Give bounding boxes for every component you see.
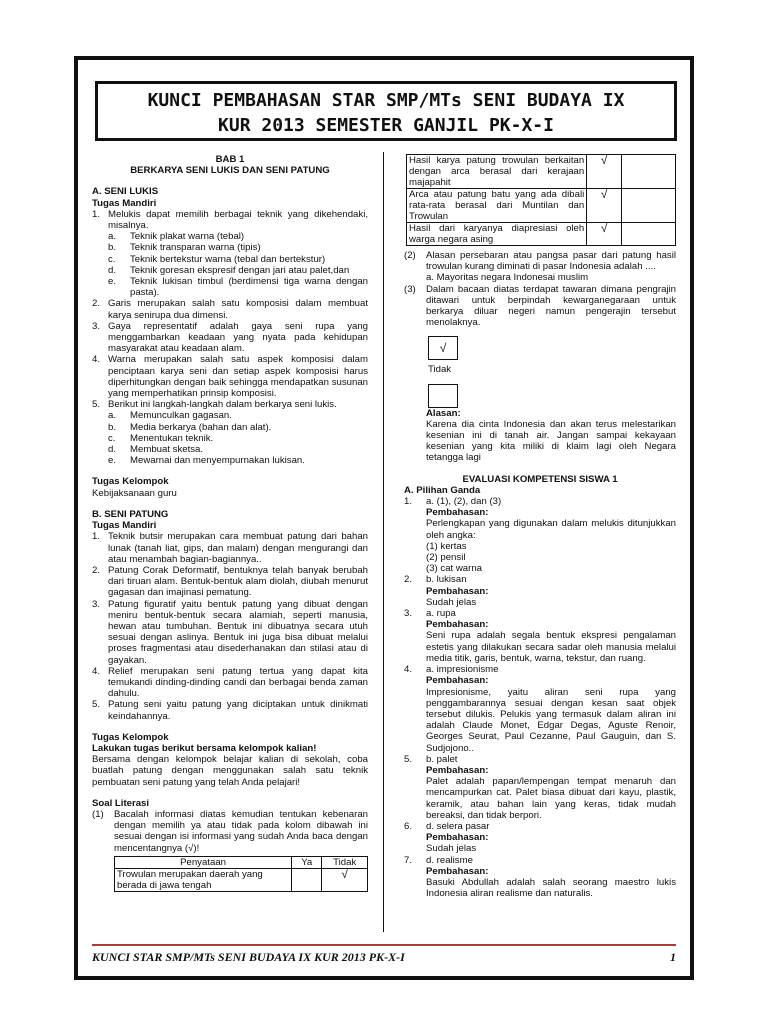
list-item: 4. Warna merupakan salah satu aspek komposisi dalam penciptaan karya seni dan setiap aspek komposisi harus diperhitungkan dengan baik sehingga mendapatkan susunan yang memperhatikan prinsip komposisi.: [92, 354, 368, 400]
list-subitem: e. Teknik lukisan timbul (berdimensi tiga warna dengan pasta).: [108, 276, 368, 299]
footer-text: KUNCI STAR SMP/MTs SENI BUDAYA IX KUR 2013 PK-X-I: [92, 950, 405, 964]
list-item: (1) Bacalah informasi diatas kemudian tentukan kebenaran dengan memilih ya atau tidak pada kolom dibawah ini sesuai dengan isi informasi yang sudah Anda baca dengan mencentangnya (√)!: [92, 808, 368, 854]
list-subitem: c. Menentukan teknik.: [108, 432, 214, 444]
eval-title: EVALUASI KOMPETENSI SISWA 1: [462, 473, 618, 485]
list-item: 3. Patung figuratif yaitu bentuk patung yang dibuat dengan meniru bentuk-bentuk secara alamiah, seperti manusia, hewan atau tumbuhan. Bentuk ini dibuatnya secara utuh sesuai dengan aslinya. Bentuk ini juga bisa dibuat melalui proses fragmentasi atau disederhanakan dan stilasi atau di gayakan.: [92, 598, 368, 666]
pembahasan-label: Pembahasan:: [426, 585, 489, 597]
list-item: 4. Relief merupakan seni patung tertua yang dapat kita temukandi dinding-dinding candi dan berbagai benda zaman dahulu.: [92, 665, 368, 700]
list-subitem: a. Teknik plakat warna (tebal): [108, 231, 245, 243]
pembahasan-text: Sudah jelas: [426, 596, 477, 608]
answer-text: a. Mayoritas negara Indonesai muslim: [426, 272, 589, 284]
left-column: [92, 154, 368, 892]
pembahasan-text: Basuki Abdullah adalah salah seorang maestro lukis Indonesia aliran realisme dan naturalis.: [426, 876, 676, 900]
pembahasan-text: Seni rupa adalah segala bentuk ekspresi pengalaman estetis yang dilakukan secara sadar oleh manusia melalui media titik, garis, bentuk, warna, tekstur, dan ruang.: [426, 630, 676, 664]
section-b-title: B. SENI PATUNG: [92, 508, 169, 520]
list-subitem: d. Membuat sketsa.: [108, 444, 204, 456]
section-a-tugas-kelompok: Tugas Kelompok: [92, 476, 169, 488]
answer-item: 6. d. selera pasar: [404, 820, 490, 832]
checked-box: √: [428, 336, 458, 360]
pembahasan-list-item: (2) pensil: [426, 552, 466, 564]
alasan-label: Alasan:: [426, 407, 461, 419]
alasan-text: Karena dia cinta Indonesia dan akan terus melestarikan kesenian ini di tanah air. Jangan sampai kekayaan kesenian yang kita miliki di klaim lagi oleh Negara tetangga lagi: [426, 418, 676, 464]
pembahasan-text: Palet adalah papan/lempengan tempat menaruh dan mencampurkan cat. Palet biasa dibuat dari kayu, plastik, keramik, atau bahan lain yang keras, tidak mudah bereaksi, dan tidak berpori.: [426, 776, 676, 821]
answer-item: 4. a. impresionisme: [404, 664, 499, 676]
pembahasan-label: Pembahasan:: [426, 675, 489, 687]
table-row: Hasil karya patung trowulan berkaitan dengan arca berasal dari kerajaan majapahit √: [407, 155, 676, 189]
list-item: 5. Berikut ini langkah-langkah dalam berkarya seni lukis.: [92, 399, 337, 411]
list-item: (2) Alasan persebaran atau pangsa pasar dari patung hasil trowulan kurang diminati di pasar Indonesia adalah ....: [404, 250, 676, 273]
bab-title: BERKARYA SENI LUKIS DAN SENI PATUNG: [130, 165, 330, 177]
empty-box: [428, 384, 458, 408]
eval-section-a: A. Pilihan Ganda: [404, 484, 481, 496]
pembahasan-label: Pembahasan:: [426, 832, 489, 844]
section-a-tugas-mandiri: Tugas Mandiri: [92, 197, 157, 209]
page-title-line2: KUR 2013 SEMESTER GANJIL PK-X-I: [218, 115, 554, 136]
column-divider: [383, 152, 384, 932]
pembahasan-label: Pembahasan:: [426, 619, 489, 631]
bab-number: BAB 1: [215, 154, 245, 165]
list-item: 3. Gaya representatif adalah gaya seni rupa yang menggambarkan keadaan yang nyata pada kehidupan masyarakat atau keadaan alam.: [92, 320, 368, 355]
page-title-box: [95, 81, 677, 141]
pembahasan-label: Pembahasan:: [426, 865, 489, 877]
list-item: 1. Melukis dapat memilih berbagai teknik yang dikehendaki, misalnya.: [92, 208, 368, 232]
table-header: Ya: [292, 856, 322, 868]
answer-item: 5. b. palet: [404, 753, 458, 765]
list-item: (3) Dalam bacaan diatas terdapat tawaran dimana pengrajin ditawari untuk berpindah kewarganegaraan untuk berkarya diluar negeri namun pengerajin tersebut menolaknya.: [404, 283, 676, 329]
list-subitem: e. Mewarnai dan menyempurnakan lukisan.: [108, 455, 305, 467]
footer: [92, 950, 676, 965]
answer-item: 1. a. (1), (2), dan (3): [404, 496, 502, 508]
answer-item: 3. a. rupa: [404, 608, 456, 620]
answer-item: 7. d. realisme: [404, 854, 473, 866]
table-row: Hasil dari karyanya diapresiasi oleh warga negara asing √: [407, 223, 676, 246]
section-a-title: A. SENI LUKIS: [92, 186, 159, 198]
pembahasan-text: Impresionisme, yaitu aliran seni rupa yang penggambarannya sesuai dengan kesan saat objek tersebut dilukis. Pelukis yang termasuk dalam aliran ini adalah Claude Monet, Edgar Degas, Aguste Renoir, Georges Seurat, Paul Cezanne, Paul Gauguin, dan S. Sudjojono..: [426, 686, 676, 754]
table-row: Trowulan merupakan daerah yang berada di jawa tengah √: [115, 868, 368, 891]
pembahasan-text: Sudah jelas: [426, 843, 477, 855]
pembahasan-list-item: (1) kertas: [426, 540, 467, 552]
section-b-tugas-kelompok-text: Bersama dengan kelompok belajar kalian di sekolah, coba buatlah patung dengan menggunakan salah satu teknik pembuatan seni patung yang telah Anda pelajari!: [92, 754, 368, 788]
section-a-tugas-kelompok-text: Kebijaksanaan guru: [92, 487, 177, 499]
list-item: 5. Patung seni yaitu patung yang diciptakan untuk dinikmati keindahannya.: [92, 699, 368, 722]
table-header: Tidak: [322, 856, 368, 868]
list-subitem: b. Media berkarya (bahan dan alat).: [108, 421, 272, 433]
statement-table-continued: [406, 154, 676, 246]
list-item: 1. Teknik butsir merupakan cara membuat patung dari bahan lunak (tanah liat, gips, dan malam) dengan mengurangi dan atau menambah bagian-bagiannya..: [92, 531, 368, 565]
pembahasan-text: Perlengkapan yang digunakan dalam melukis ditunjukkan oleh angka:: [426, 518, 676, 541]
list-subitem: b. Teknik transparan warna (tipis): [108, 242, 261, 254]
page-number: 1: [670, 950, 676, 964]
list-item: 2. Patung Corak Deformatif, bentuknya telah banyak berubah dari tiruan alam. Bentuk-bentuk alam diolah, diubah menurut gagasan dan imajinasi pematung.: [92, 564, 368, 599]
tidak-label: Tidak: [428, 364, 452, 376]
list-subitem: a. Memunculkan gagasan.: [108, 410, 232, 422]
statement-table: [114, 856, 368, 892]
list-item: 2. Garis merupakan salah satu komposisi dalam membuat karya senirupa dua dimensi.: [92, 298, 368, 321]
footer-divider: [92, 944, 676, 946]
table-row: Arca atau patung batu yang ada dibali rata-rata berasal dari Muntilan dan Trowulan √: [407, 189, 676, 223]
section-b-tugas-kelompok: Tugas Kelompok: [92, 731, 169, 743]
answer-item: 2. b. lukisan: [404, 574, 467, 586]
section-b-tugas-kelompok-sub: Lakukan tugas berikut bersama kelompok kalian!: [92, 742, 317, 754]
table-header: Penyataan: [115, 856, 292, 868]
answer-list: [404, 496, 676, 899]
pembahasan-list-item: (3) cat warna: [426, 563, 482, 575]
pembahasan-label: Pembahasan:: [426, 507, 489, 519]
soal-literasi-title: Soal Literasi: [92, 797, 150, 809]
list-subitem: d. Teknik goresan ekspresif dengan jari atau palet,dan: [108, 264, 350, 276]
list-subitem: c. Teknik bertekstur warna (tebal dan bertekstur): [108, 253, 326, 265]
pembahasan-label: Pembahasan:: [426, 764, 489, 776]
section-b-tugas-mandiri: Tugas Mandiri: [92, 520, 157, 532]
page-title-line1: KUNCI PEMBAHASAN STAR SMP/MTs SENI BUDAYA IX: [147, 90, 625, 111]
right-column: [404, 154, 676, 899]
